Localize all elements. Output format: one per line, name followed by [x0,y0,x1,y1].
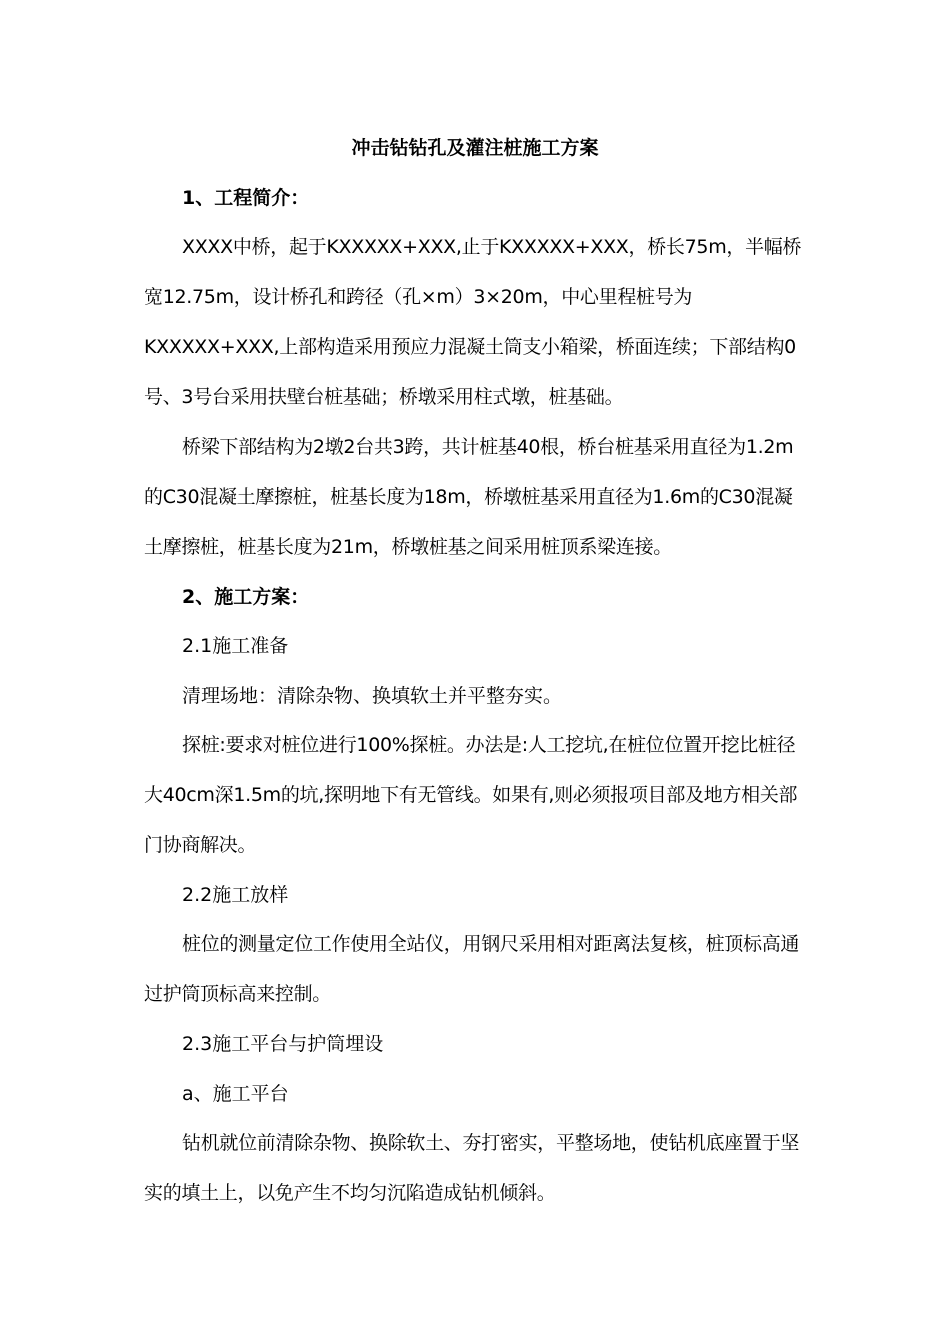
paragraph-project-overview: XXXX中桥，起于KXXXXX+XXX,止于KXXXXX+XXX，桥长75m，半幅桥宽12.75m，设计桥孔和跨径（孔×m）3×20m，中心里程桩号为KXXXXX+XXX,上部构造采用预应力混凝土筒支小箱梁，桥面连续；下部结构0号、3号台采用扶壁台桩基础；桥墩采用柱式墩，桩基础。 [144,236,802,408]
paragraph-rig-positioning: 钻机就位前清除杂物、换除软土、夯打密实，平整场地，使钻机底座置于坚实的填土上，以免产生不均匀沉陷造成钻机倾斜。 [144,1132,800,1204]
section-heading-overview: 1、工程简介： [182,187,310,209]
document-title: 冲击钻钻孔及灌注桩施工方案 [351,137,599,159]
paragraph-site-clearing: 清理场地：清除杂物、换填软土并平整夯实。 [182,685,563,707]
subheading-platform-casing: 2.3施工平台与护筒埋设 [182,1033,384,1055]
section-heading-construction-plan: 2、施工方案： [182,586,310,608]
subheading-preparation: 2.1施工准备 [182,635,289,657]
paragraph-substructure: 桥梁下部结构为2墩2台共3跨，共计桩基40根，桥台桩基采用直径为1.2m的C30混凝土摩擦桩，桩基长度为18m，桥墩桩基采用直径为1.6m的C30混凝土摩擦桩，桩基长度为21m，桥墩桩基之间采用桩顶系梁连接。 [144,436,794,558]
paragraph-pile-probing: 探桩:要求对桩位进行100%探桩。办法是:人工挖坑,在桩位位置开挖比桩径大40cm深1.5m的坑,探明地下有无管线。如果有,则必须报项目部及地方相关部门协商解决。 [144,734,798,856]
paragraph-surveying: 桩位的测量定位工作使用全站仪，用钢尺采用相对距离法复核，桩顶标高通过护筒顶标高来控制。 [144,933,800,1005]
subheading-setting-out: 2.2施工放样 [182,884,289,906]
subheading-work-platform: a、施工平台 [182,1083,289,1105]
